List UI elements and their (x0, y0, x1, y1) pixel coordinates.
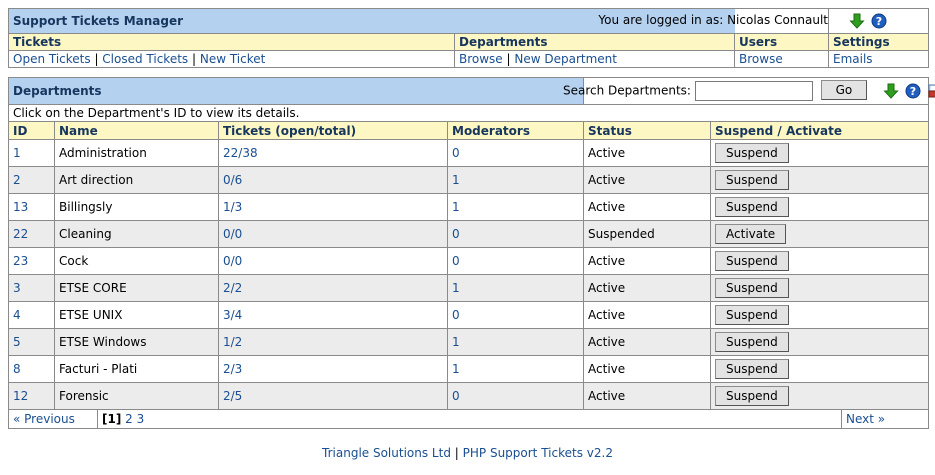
help-icon[interactable] (905, 83, 921, 99)
department-moderators-link[interactable]: 0 (452, 389, 460, 403)
table-row (9, 194, 929, 221)
new-ticket-link[interactable]: New Ticket (199, 52, 266, 66)
department-id-link[interactable]: 2 (13, 173, 21, 187)
browse-users-link[interactable]: Browse (739, 52, 783, 66)
department-moderators-link[interactable]: 1 (452, 173, 460, 187)
search-controls (563, 80, 935, 101)
col-header-status[interactable]: Status (584, 122, 711, 140)
pagination-pages (98, 410, 842, 428)
department-moderators-link[interactable]: 0 (452, 254, 460, 268)
departments-hint: Click on the Department's ID to view its details. (9, 105, 929, 122)
department-name: ETSE Windows (59, 335, 147, 349)
suspend-button[interactable]: Suspend (715, 143, 789, 163)
nav-departments-title: Departments (455, 34, 735, 51)
down-arrow-icon[interactable] (883, 83, 899, 99)
department-name: Cleaning (59, 227, 112, 241)
department-id-link[interactable]: 12 (13, 389, 29, 403)
product-link[interactable]: PHP Support Tickets v2.2 (462, 446, 613, 460)
go-button[interactable]: Go (821, 80, 868, 100)
table-row (9, 221, 929, 248)
department-moderators-link[interactable]: 1 (452, 200, 460, 214)
department-tickets-link[interactable]: 22/38 (223, 146, 258, 160)
department-name: Forensic (59, 389, 109, 403)
emails-settings-link[interactable]: Emails (833, 52, 873, 66)
department-tickets-link[interactable]: 2/5 (223, 389, 243, 403)
previous-page-link[interactable]: « Previous (13, 412, 75, 426)
department-id-link[interactable]: 1 (13, 146, 21, 160)
department-tickets-link[interactable]: 1/3 (223, 200, 243, 214)
department-moderators-link[interactable]: 1 (452, 281, 460, 295)
col-header-name[interactable]: Name (55, 122, 219, 140)
department-status: Active (588, 173, 626, 187)
help-icon[interactable] (871, 13, 887, 29)
pagination-prev-cell (9, 410, 98, 428)
new-department-link[interactable]: New Department (514, 52, 617, 66)
table-header-row (9, 122, 929, 140)
departments-title-cell (9, 78, 584, 105)
search-departments-input[interactable] (695, 81, 813, 101)
department-id-link[interactable]: 5 (13, 335, 21, 349)
table-row (9, 356, 929, 383)
department-moderators-link[interactable]: 1 (452, 362, 460, 376)
department-moderators-link[interactable]: 1 (452, 335, 460, 349)
table-row (9, 140, 929, 167)
col-header-tickets[interactable]: Tickets (open/total) (219, 122, 448, 140)
footer (0, 446, 935, 460)
department-status: Active (588, 254, 626, 268)
app-title: Support Tickets Manager (13, 14, 184, 28)
closed-tickets-link[interactable]: Closed Tickets (102, 52, 189, 66)
department-name: Art direction (59, 173, 134, 187)
suspend-button[interactable]: Suspend (715, 251, 789, 271)
nav-tickets-links: Open Tickets | Closed Tickets | New Ticket (9, 51, 455, 68)
department-tickets-link[interactable]: 1/2 (223, 335, 243, 349)
department-tickets-link[interactable]: 0/0 (223, 254, 243, 268)
suspend-button[interactable]: Suspend (715, 197, 789, 217)
col-header-moderators[interactable]: Moderators (448, 122, 584, 140)
print-icon[interactable] (927, 83, 935, 99)
nav-settings-links (829, 51, 929, 68)
activate-button[interactable]: Activate (715, 224, 786, 244)
table-row (9, 167, 929, 194)
departments-title: Departments (13, 84, 102, 98)
login-info: You are logged in as: Nicolas Connault (598, 13, 828, 27)
department-tickets-link[interactable]: 3/4 (223, 308, 243, 322)
suspend-button[interactable]: Suspend (715, 332, 789, 352)
department-status: Active (588, 200, 626, 214)
open-tickets-link[interactable]: Open Tickets (13, 52, 91, 66)
department-status: Active (588, 308, 626, 322)
department-status: Suspended (588, 227, 655, 241)
suspend-button[interactable]: Suspend (715, 278, 789, 298)
department-name: Administration (59, 146, 147, 160)
nav-users-title: Users (735, 34, 829, 51)
table-row (9, 383, 929, 410)
department-id-link[interactable]: 3 (13, 281, 21, 295)
nav-users-links (735, 51, 829, 68)
department-name: ETSE CORE (59, 281, 127, 295)
department-moderators-link[interactable]: 0 (452, 146, 460, 160)
browse-departments-link[interactable]: Browse (459, 52, 503, 66)
department-name: Cock (59, 254, 89, 268)
footer-separator: | (454, 446, 459, 460)
departments-panel (8, 77, 928, 429)
department-id-link[interactable]: 8 (13, 362, 21, 376)
department-status: Active (588, 335, 626, 349)
nav-settings-title: Settings (829, 34, 929, 51)
department-id-link[interactable]: 23 (13, 254, 29, 268)
table-row (9, 248, 929, 275)
search-label: Search Departments: (563, 83, 691, 98)
down-arrow-icon[interactable] (849, 13, 865, 29)
suspend-button[interactable]: Suspend (715, 386, 789, 406)
department-id-link[interactable]: 4 (13, 308, 21, 322)
col-header-suspend-activate: Suspend / Activate (711, 122, 929, 140)
next-page-link[interactable]: Next » (846, 412, 886, 426)
pagination-next-cell (842, 410, 929, 428)
department-tickets-link[interactable]: 0/6 (223, 173, 243, 187)
nav-tickets-title: Tickets (9, 34, 455, 51)
department-tickets-link[interactable]: 0/0 (223, 227, 243, 241)
department-moderators-link[interactable]: 0 (452, 227, 460, 241)
company-link[interactable]: Triangle Solutions Ltd (322, 446, 451, 460)
page-link-2[interactable]: 2 (125, 412, 133, 426)
pagination-row (9, 410, 929, 429)
department-name: Billingsly (59, 200, 113, 214)
table-row (9, 275, 929, 302)
department-status: Active (588, 146, 626, 160)
department-status: Active (588, 362, 626, 376)
current-page: [1] (102, 412, 122, 426)
table-row (9, 329, 929, 356)
department-name: Facturi - Plati (59, 362, 138, 376)
col-header-id[interactable]: ID (9, 122, 55, 140)
department-status: Active (588, 281, 626, 295)
suspend-button[interactable]: Suspend (715, 305, 789, 325)
suspend-button[interactable]: Suspend (715, 359, 789, 379)
department-tickets-link[interactable]: 2/2 (223, 281, 243, 295)
nav-departments-links: Browse | New Department (455, 51, 735, 68)
department-moderators-link[interactable]: 0 (452, 308, 460, 322)
department-id-link[interactable]: 13 (13, 200, 29, 214)
department-status: Active (588, 389, 626, 403)
department-tickets-link[interactable]: 2/3 (223, 362, 243, 376)
header-icons-cell (829, 9, 929, 34)
page-link-3[interactable]: 3 (136, 412, 145, 426)
department-name: ETSE UNIX (59, 308, 123, 322)
table-row (9, 302, 929, 329)
suspend-button[interactable]: Suspend (715, 170, 789, 190)
department-id-link[interactable]: 22 (13, 227, 29, 241)
